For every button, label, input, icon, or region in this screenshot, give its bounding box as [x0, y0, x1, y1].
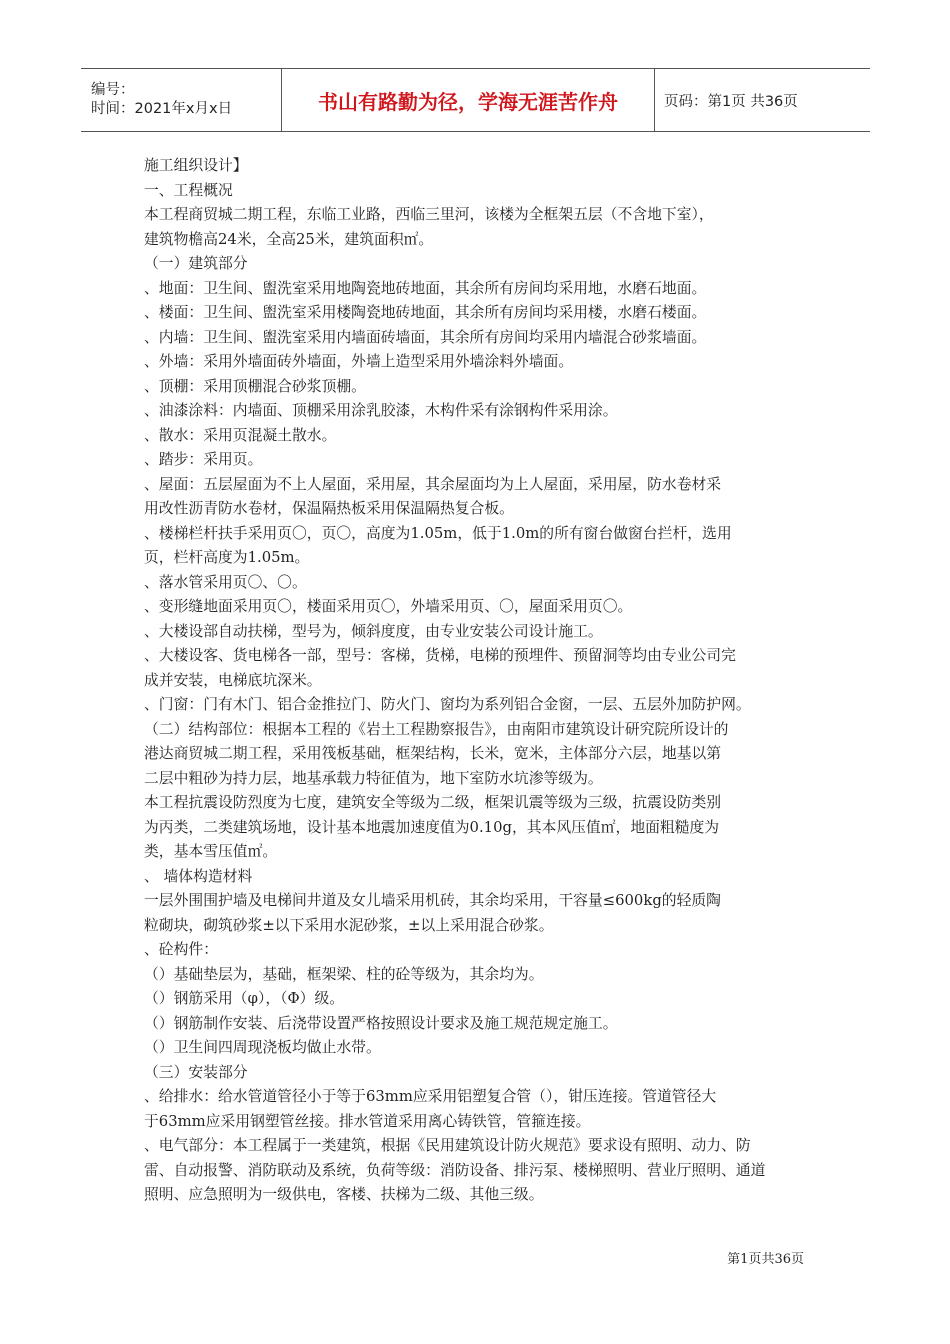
body-line: 、砼构件： — [144, 941, 218, 958]
body-line: 本工程抗震设防烈度为七度，建筑安全等级为二级，框架讥震等级为三级，抗震设防类别 — [144, 794, 722, 811]
body-line: 施工组织设计】 — [144, 157, 248, 174]
body-line: 、内墙：卫生间、盥洗室采用内墙面砖墙面，其余所有房间均采用内墙混合砂浆墙面。 — [144, 328, 707, 346]
body-line: 、地面：卫生间、盥洗室采用地陶瓷地砖地面，其余所有房间均采用地，水磨石地面。 — [144, 279, 707, 297]
header-page-info — [655, 69, 870, 131]
body-line: 雷、自动报警、消防联动及系统，负荷等级：消防设备、排污泵、楼梯照明、营业厅照明、通道 — [144, 1161, 766, 1179]
body-line: 、电气部分：本工程属于一类建筑，根据《民用建筑设计防火规范》要求设有照明、动力、防 — [144, 1137, 751, 1154]
body-line: 港达商贸城二期工程，采用筏板基础，框架结构，长米，宽米，主体部分六层，地基以第 — [144, 745, 722, 762]
body-line: 本工程商贸城二期工程，东临工业路，西临三里河，该楼为全框架五层（不含地下室）， — [144, 206, 714, 223]
body-line: 页，栏杆高度为1.05m。 — [144, 549, 310, 566]
body-line: （）钢筋采用（φ），（Φ）级。 — [144, 990, 345, 1007]
body-line: （）基础垫层为，基础，框架梁、柱的砼等级为，其余均为。 — [144, 965, 544, 983]
document-body — [144, 154, 808, 1208]
footer-page-number: 第1页共36页 — [727, 1252, 804, 1267]
body-line: 、油漆涂料：内墙面、顶棚采用涂乳胶漆，木构件采有涂钢构件采用涂。 — [144, 402, 618, 419]
body-line: 、外墙：采用外墙面砖外墙面，外墙上造型采用外墙涂料外墙面。 — [144, 353, 574, 370]
body-line: 、踏步：采用页。 — [144, 451, 263, 468]
body-line: 、顶棚：采用顶棚混合砂浆顶棚。 — [144, 377, 366, 395]
body-line: （一）建筑部分 — [144, 255, 248, 272]
body-line: 、大楼设客、货电梯各一部，型号：客梯，货梯，电梯的预埋件、预留洞等均由专业公司完 — [144, 647, 736, 664]
body-line: 照明、应急照明为一级供电，客楼、扶梯为二级、其他三级。 — [144, 1186, 544, 1203]
document-time-label: 时间：2021年x月x日 — [91, 101, 233, 117]
body-line: 、散水：采用页混凝土散水。 — [144, 426, 337, 444]
page-footer — [727, 1248, 804, 1267]
header-motto — [282, 69, 655, 131]
body-line: 一、工程概况 — [144, 181, 233, 199]
body-line: 用改性沥青防水卷材，保温隔热板采用保温隔热复合板。 — [144, 500, 514, 517]
body-line: 类，基本雪压值㎡。 — [144, 843, 278, 860]
body-line: 成并安装，电梯底坑深米。 — [144, 671, 322, 689]
body-line: 、门窗：门有木门、铝合金推拉门、防火门、窗均为系列铝合金窗，一层、五层外加防护网。 — [144, 696, 751, 713]
body-line: （）钢筋制作安装、后浇带设置严格按照设计要求及施工规范规定施工。 — [144, 1014, 618, 1032]
body-line: 、变形缝地面采用页〇，楼面采用页〇，外墙采用页、〇，屋面采用页〇。 — [144, 598, 633, 615]
motto-text: 书山有路勤为径，学海无涯苦作舟 — [318, 89, 618, 114]
body-line: （）卫生间四周现浇板均做止水带。 — [144, 1039, 381, 1056]
body-line: 、落水管采用页〇、〇。 — [144, 573, 307, 591]
header-meta — [81, 69, 282, 131]
body-line: （二）结构部位：根据本工程的《岩土工程勘察报告》，由南阳市建筑设计研究院所设计的 — [144, 720, 729, 738]
document-number-label: 编号： — [91, 82, 135, 98]
body-line: 、屋面：五层屋面为不上人屋面，采用屋，其余屋面均为上人屋面，采用屋，防水卷材采 — [144, 475, 722, 493]
body-line: 建筑物檐高24米，全高25米，建筑面积㎡。 — [144, 230, 434, 248]
body-line: （三）安装部分 — [144, 1063, 248, 1081]
page-header — [81, 68, 870, 132]
body-line: 于63mm应采用钢塑管丝接。排水管道采用离心铸铁管，管箍连接。 — [144, 1112, 591, 1130]
body-line: 粒砌块，砌筑砂浆±以下采用水泥砂浆，±以上采用混合砂浆。 — [144, 916, 554, 934]
body-line: 、大楼设部自动扶梯，型号为，倾斜度度，由专业安装公司设计施工。 — [144, 622, 603, 640]
body-line: 、 墙体构造材料 — [144, 867, 253, 885]
body-line: 为丙类，二类建筑场地，设计基本地震加速度值为0.10g，其本风压值㎡，地面粗糙度为 — [144, 818, 720, 836]
body-line: 一层外围围护墙及电梯间井道及女儿墙采用机砖，其余均采用，干容量≤600kg的轻质陶 — [144, 892, 721, 909]
body-line: 二层中粗砂为持力层，地基承载力特征值为，地下室防水坑渗等级为。 — [144, 769, 603, 787]
body-line: 、楼面：卫生间、盥洗室采用楼陶瓷地砖地面，其余所有房间均采用楼，水磨石楼面。 — [144, 304, 707, 321]
header-page-number: 页码：第1页 共36页 — [664, 93, 798, 110]
body-line: 、楼梯栏杆扶手采用页〇，页〇，高度为1.05m，低于1.0m的所有窗台做窗台拦杆，选用 — [144, 524, 732, 542]
body-line: 、给排水：给水管道管径小于等于63mm应采用铝塑复合管（），钳压连接。管道管径大 — [144, 1088, 717, 1105]
